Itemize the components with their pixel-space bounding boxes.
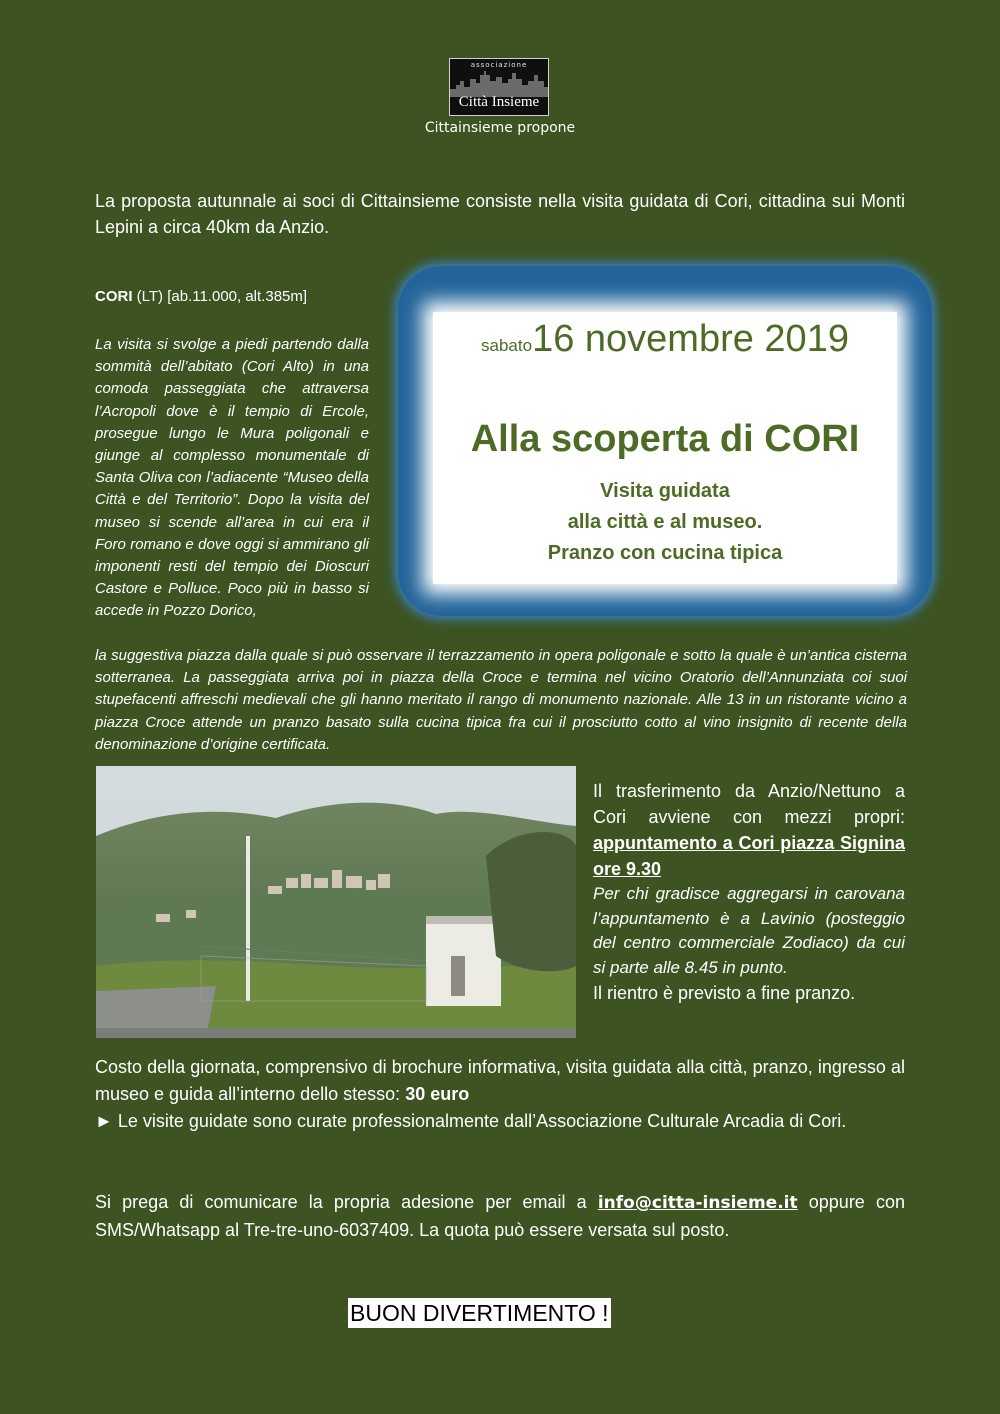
cori-description-part2: la suggestiva piazza dalla quale si può osservare il terrazzamento in opera poligonale e sotto la quale è un’antica cisterna sotterranea. La passeggiata arriva poi in piazza della Croce e termina nel vicino Oratorio dell’Annunziata coi suoi stupefacenti affreschi medievali che gli hanno meritato il rango di monumento nazionale. Alle 13 in un ristorante vicino a piazza Croce attende un pranzo basato sulla cucina tipica fra cui il prosciutto cotto al vino insignito di recente della denominazione d’origine certificata. [95, 647, 907, 753]
event-day: sabato [481, 336, 533, 355]
city-skyline-icon [450, 67, 549, 97]
contact-after: oppure con SMS/Whatsapp al Tre-tre-uno-6037409. La quota può essere versata sul posto. [95, 1192, 906, 1240]
meeting-point: appuntamento a Cori piazza Signina ore 9.30 [593, 833, 905, 879]
cori-details: (LT) [ab.11.000, alt.385m] [132, 288, 308, 305]
event-subtitle-line: alla città e al museo. [567, 511, 763, 533]
logo-small-text: associazione [470, 61, 528, 69]
event-date-line [433, 318, 897, 361]
logo-caption: Cittainsieme propone [424, 120, 576, 136]
email-link[interactable]: info@citta-insieme.it [597, 1193, 798, 1213]
event-subtitle-line: Visita guidata [600, 480, 730, 502]
cori-heading [95, 288, 395, 305]
cori-landscape-photo [96, 766, 576, 1038]
event-subtitle-line: Pranzo con cucina tipica [547, 542, 783, 564]
cori-description-part1: La visita si svolge a piedi partendo dalla sommità dell’abitato (Cori Alto) in una comoda passeggiata che attraversa l’Acropoli dove è il tempio di Ercole, prosegue lungo le Mura poligonali e giunge al complesso monumentale di Santa Oliva con l’adiacente “Museo della Città e del Territorio”. Dopo la visita del museo si scende all’area in cui era il Foro romano e dove oggi si ammirano gli imponenti resti del tempio dei Dioscuri Castore e Polluce. Poco più in basso si accede in Pozzo Dorico, [95, 336, 369, 620]
event-title: Alla scoperta di CORI [470, 418, 860, 460]
association-logo [449, 58, 549, 116]
return-info: Il rientro è previsto a fine pranzo. [593, 983, 856, 1003]
cori-name: CORI [95, 288, 133, 305]
intro-paragraph: La proposta autunnale ai soci di Cittainsieme consiste nella visita guidata di Cori, cittadina sui Monti Lepini a circa 40km da Anzio. [95, 191, 905, 237]
contact-before: Si prega di comunicare la propria adesione per email a [95, 1192, 598, 1212]
contact-info [95, 1189, 905, 1244]
cost-text: Costo della giornata, comprensivo di brochure informativa, visita guidata alla città, pranzo, ingresso al museo e guida all’interno dello stesso: [95, 1057, 905, 1104]
closing-greeting: BUON DIVERTIMENTO ! [350, 1300, 609, 1326]
transfer-text: Il trasferimento da Anzio/Nettuno a Cori avviene con mezzi propri: [593, 781, 905, 827]
carovana-info: Per chi gradisce aggregarsi in carovana l’appuntamento è a Lavinio (posteggio del centro commerciale Zodiaco) da cui si parte alle 8.45 in punto. [593, 884, 905, 977]
price: 30 euro [405, 1084, 470, 1104]
logo-name: Città Insieme [458, 94, 540, 110]
transfer-info [593, 778, 905, 1006]
event-subtitle [433, 476, 897, 569]
event-date: 16 novembre 2019 [532, 318, 849, 360]
guides-info: ► Le visite guidate sono curate professionalmente dall’Associazione Culturale Arcadia di Cori. [95, 1111, 847, 1131]
cost-info [95, 1054, 905, 1108]
